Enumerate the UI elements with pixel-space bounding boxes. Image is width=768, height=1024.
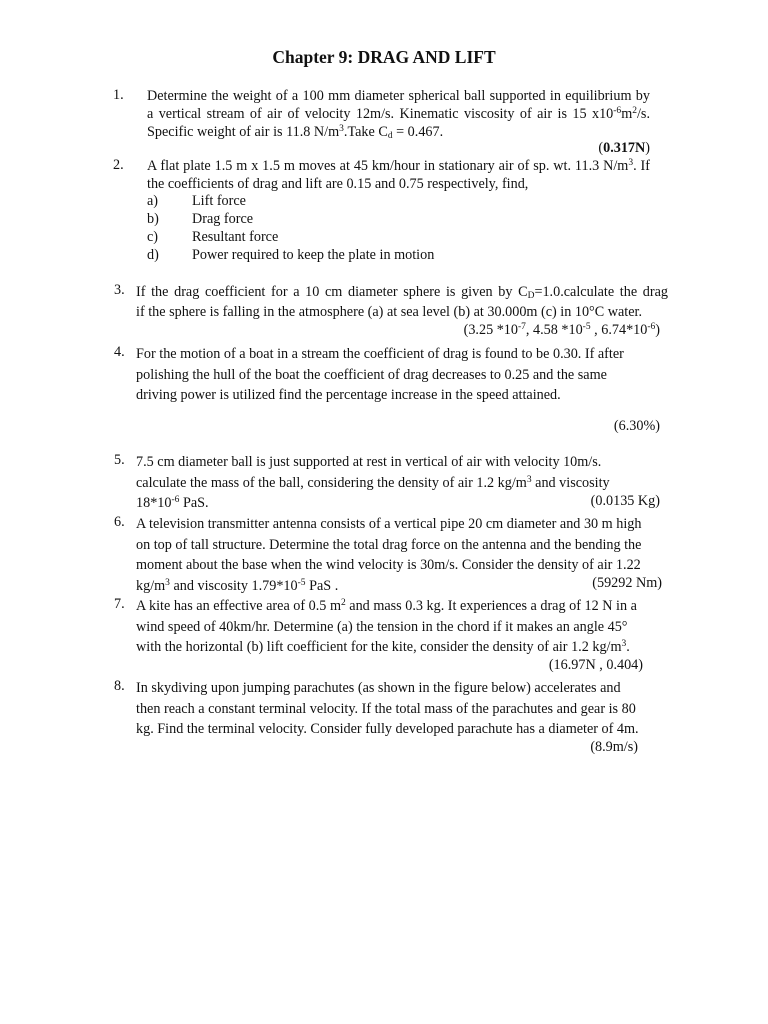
question-1-line-3: Specific weight of air is 11.8 $N/m^3.Take$ $C_d = 0.467$. xyxy=(147,124,444,141)
question-4-number: 4. xyxy=(114,344,125,360)
question-6-line-2: on top of tall structure. Determine the total drag force on the antenna and the bending the xyxy=(136,536,642,553)
question-4-line-3: driving power is utilized find the percentage increase in the speed attained. xyxy=(136,387,561,403)
question-8-line-3: kg. Find the terminal velocity. Consider fully developed parachute has a diameter of 4m. xyxy=(136,721,639,737)
question-2-option-a: a) Lift force xyxy=(147,193,246,209)
question-5-number: 5. xyxy=(114,452,125,468)
question-7-line-3: with the horizontal (b) lift coefficient for the kite, consider the density of air 1.2 $kg/m^3$. xyxy=(136,639,630,655)
question-3-number: 3. xyxy=(114,282,125,298)
question-8-line-1: In skydiving upon jumping parachutes (as shown in the figure below) accelerates and xyxy=(136,680,621,696)
question-2-text xyxy=(147,157,650,193)
question-2-line-1: A flat plate 1.5 m x 1.5 m moves at 45 km/hour in stationary air of sp. wt. 11.3 $N/m^3$. If xyxy=(147,158,650,174)
question-3-line-1: If the drag coefficient for a 10 cm diameter sphere is given by $C_D=1.0.calculate$ the drag xyxy=(136,284,668,301)
question-3-line-2: if the sphere is falling in the atmosphere (a) at sea level (b) at 30.000m (c) in 10°C water. xyxy=(136,304,643,320)
question-1-text xyxy=(147,87,650,141)
question-3-text xyxy=(136,282,668,322)
question-4-answer: (6.30%) xyxy=(613,418,660,434)
question-2-option-c: c) Resultant force xyxy=(147,229,279,245)
question-4-line-1: For the motion of a boat in a stream the coefficient of drag is found to be 0.30. If after xyxy=(136,346,624,362)
question-7-answer: (16.97N , 0.404) xyxy=(548,657,643,673)
question-6-line-1: A television transmitter antenna consists of a vertical pipe 20 cm diameter and 30 m high xyxy=(136,516,642,532)
question-7-line-1: A kite has an effective area of 0.5 $m^2$ and mass 0.3 kg. It experiences a drag of 12 N in a xyxy=(136,598,637,614)
question-8-number: 8. xyxy=(114,678,125,694)
question-2-line-2: the coefficients of drag and lift are 0.15 and 0.75 respectively, find, xyxy=(147,176,529,192)
question-5-line-2: calculate the mass of the ball, considering the density of air 1.2 $kg/m^3$ and viscosity xyxy=(136,474,610,491)
question-8-text xyxy=(136,678,676,740)
question-6-line-4: $kg/m^3$ and viscosity $1.79*10^{-5}$ PaS . xyxy=(136,577,339,594)
question-2-option-d: d) Power required to keep the plate in motion xyxy=(147,247,435,263)
question-2-number: 2. xyxy=(113,157,124,173)
question-2-option-b: b) Drag force xyxy=(147,211,254,227)
question-5-text xyxy=(136,452,668,514)
question-1-number: 1. xyxy=(113,87,124,103)
question-5-line-3: $18*10^{-6}$ PaS. xyxy=(136,495,209,511)
question-7-number: 7. xyxy=(114,596,125,612)
question-7-line-2: wind speed of 40km/hr. Determine (a) the tension in the chord if it makes an angle 45° xyxy=(136,618,628,635)
question-1-line-1: Determine the weight of a 100 mm diameter spherical ball supported in equilibrium by xyxy=(147,88,650,104)
chapter-title: Chapter 9: DRAG AND LIFT xyxy=(272,47,496,67)
question-8-line-2: then reach a constant terminal velocity. If the total mass of the parachutes and gear is 80 xyxy=(136,700,636,717)
question-4-text xyxy=(136,344,668,406)
question-3-answer: (3.25 $*10^{-7}$, 4.58 $*10^{-5}$ , $6.74*10^{-6}$) xyxy=(463,322,660,338)
question-5-line-1: 7.5 cm diameter ball is just supported at rest in vertical of air with velocity 10m/s. xyxy=(136,454,602,470)
question-5-answer: (0.0135 Kg) xyxy=(590,493,660,509)
question-8-answer: (8.9m/s) xyxy=(590,739,638,755)
question-7-text xyxy=(136,596,676,658)
question-6-line-3: moment about the base when the wind velocity is 30m/s. Consider the density of air 1.22 xyxy=(136,557,641,573)
question-6-number: 6. xyxy=(114,514,125,530)
question-4-line-2: polishing the hull of the boat the coefficient of drag decreases to 0.25 and the same xyxy=(136,366,607,383)
question-6-answer: (59292 Nm) xyxy=(592,575,662,591)
question-1-answer: (0.317N) xyxy=(598,140,650,156)
question-1-line-2: a vertical stream of air of velocity 12m/s. Kinematic viscosity of air is 15 $x10^{-6}m^2/s$. xyxy=(147,106,650,122)
